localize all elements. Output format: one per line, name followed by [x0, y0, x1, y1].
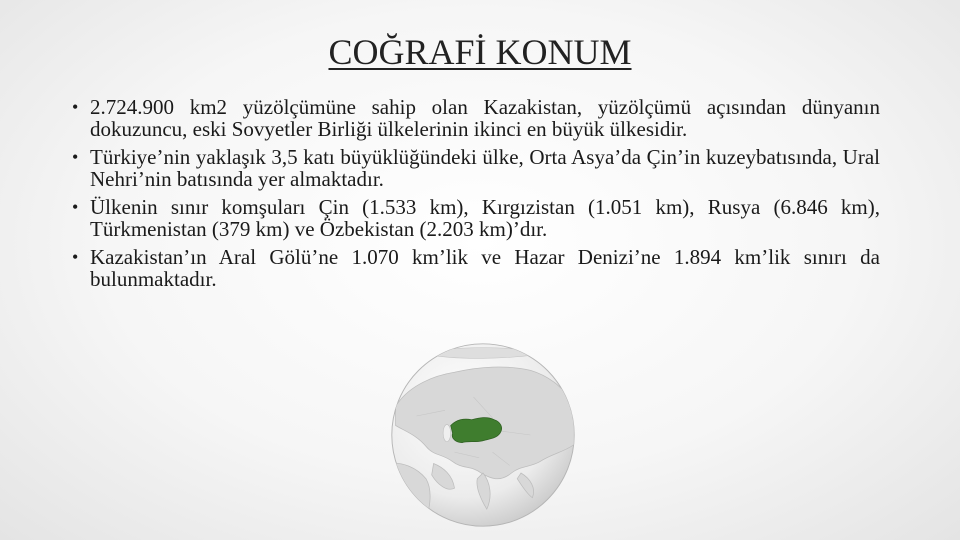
bullet-item [72, 96, 880, 140]
caspian-sea [443, 425, 451, 442]
globe-map-image [388, 340, 578, 530]
bullet-item [72, 196, 880, 240]
bullet-text: Türkiye’nin yaklaşık 3,5 katı büyüklüğündeki ülke, Orta Asya’da Çin’in kuzeybatısında, Ural Nehri’nin batısında yer almaktadır. [90, 145, 880, 191]
bullet-text: Kazakistan’ın Aral Gölü’ne 1.070 km’lik ve Hazar Denizi’ne 1.894 km’lik sınırı da bulunmaktadır. [90, 245, 880, 291]
bullet-marker: • [72, 197, 79, 217]
bullet-marker: • [72, 247, 79, 267]
slide-title: COĞRAFİ KONUM [328, 32, 632, 72]
bullet-text: 2.724.900 km2 yüzölçümüne sahip olan Kazakistan, yüzölçümü açısından dünyanın dokuzuncu, eski Sovyetler Birliği ülkelerinin ikinci en büyük ülkesidir. [90, 95, 880, 141]
bullet-marker: • [72, 97, 79, 117]
bullet-marker: • [72, 147, 79, 167]
bullet-item [72, 246, 880, 290]
bullet-text: Ülkenin sınır komşuları Çin (1.533 km), Kırgızistan (1.051 km), Rusya (6.846 km), Türkmenistan (379 km) ve Özbekistan (2.203 km)’dır. [90, 195, 880, 241]
bullet-item [72, 146, 880, 190]
bullet-list [72, 96, 880, 296]
